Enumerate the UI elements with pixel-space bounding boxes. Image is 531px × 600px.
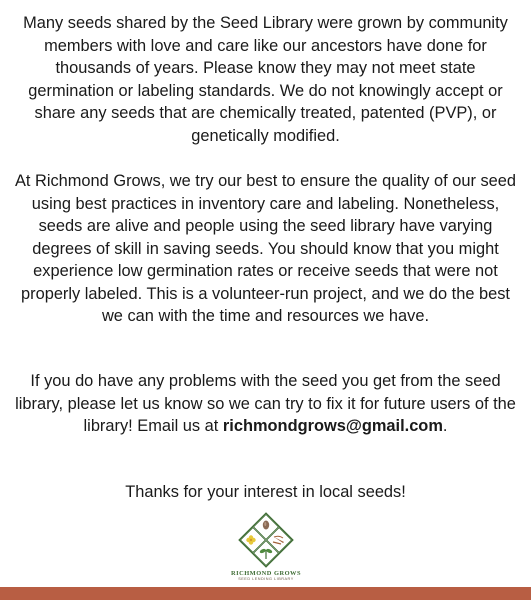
- bottom-border-bar: [0, 587, 531, 600]
- paragraph-seed-origins: Many seeds shared by the Seed Library were grown by community members with love and care like our ancestors have done for thousands of years. Please know they may not meet state germination or labeling standards. We do not knowingly accept or share any seeds that are chemically treated, patented (PVP), or genetically modified.: [23, 14, 508, 145]
- paragraph-quality-disclaimer: At Richmond Grows, we try our best to ensure the quality of our seed using best practices in inventory care and labeling. Nonetheless, seeds are alive and people using the seed library have varying degrees of skill in saving seeds. You should know that you might experience low germination rates or receive seeds that were not properly labeled. This is a volunteer-run project, and we do the best we can with the time and resources we have.: [14, 172, 517, 325]
- seed-diamond-icon: [237, 511, 295, 569]
- contact-period: .: [442, 417, 448, 435]
- paragraph-thanks: Thanks for your interest in local seeds!: [125, 483, 406, 501]
- email-link[interactable]: richmondgrows@gmail.com: [222, 417, 443, 435]
- logo-subtitle: SEED LENDING LIBRARY: [238, 577, 294, 581]
- richmond-grows-logo: [224, 511, 308, 583]
- contact-text: If you do have any problems with the seed you get from the seed library, please let us know so we can try to fix it for future users of the library! Email us at: [15, 372, 516, 435]
- logo-title: RICHMOND GROWS: [230, 570, 302, 577]
- paragraph-contact: [0, 370, 531, 438]
